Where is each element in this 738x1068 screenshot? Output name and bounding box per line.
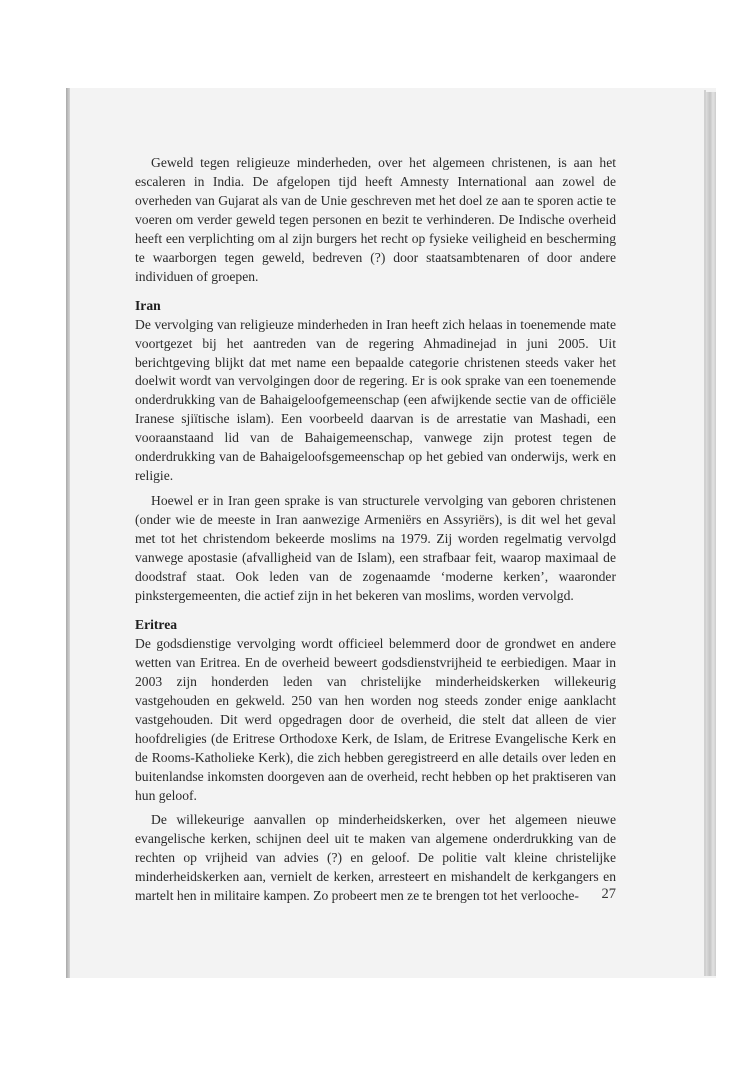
page-text-block [135, 154, 616, 906]
intro-paragraph: Geweld tegen religieuze minderheden, over het algemeen christenen, is aan het escaleren in India. De afgelopen tijd heeft Amnesty International aan zowel de overheden van Gujarat als van de Unie geschreven met het doel ze aan te sporen actie te voeren om verder geweld tegen personen en bezit te verhinderen. De Indische overheid heeft een verplichting om al zijn burgers het recht op fysieke veiligheid en bescherming te waarborgen tegen geweld, bedreven (?) door staatsambtenaren of door andere individuen of groepen. [135, 155, 616, 284]
eritrea-paragraph-2: De willekeurige aanvallen op minderheidskerken, over het algemeen nieuwe evangelische kerken, schijnen deel uit te maken van algemene onderdrukking van de rechten op vrijheid van advies (?) en geloof. De politie valt kleine christelijke minderheidskerken aan, vernielt de kerken, arresteert en mishandelt de kerkgangers en martelt hen in militaire kampen. Zo probeert men ze te brengen tot het verlooche- [135, 812, 616, 904]
book-spine-shadow [66, 88, 70, 978]
eritrea-paragraph-1: De godsdienstige vervolging wordt officieel belemmerd door de grondwet en andere wetten van Eritrea. En de overheid beweert godsdienstvrijheid te eerbiedigen. Maar in 2003 zijn honderden leden van christelijke minderheidskerken willekeurig vastgehouden en gekweld. 250 van hen worden nog steeds zonder enige aanklacht vastgehouden. Dit werd opgedragen door de overheid, die stelt dat alleen de vier hoofdreligies (de Eritrese Orthodoxe Kerk, de Islam, de Eritrese Evangelische Kerk en de Rooms-Katholieke Kerk), die zich hebben geregistreerd en alle details over leden en buitenlandse inkomsten doorgeven aan de overheid, recht hebben op het praktiseren van hun geloof. [135, 635, 616, 803]
section-spacer [135, 287, 616, 297]
stacked-page-edges [706, 92, 716, 976]
iran-paragraph-1: De vervolging van religieuze minderheden in Iran heeft zich helaas in toenemende mate voortgezet bij het aantreden van de regering Ahmadinejad in juni 2005. Uit berichtgeving blijkt dat met name een bepaalde categorie christenen steeds vaker het doelwit wordt van vervolgingen door de regering. Er is ook sprake van een toenemende onderdrukking van de Bahaigeloofgemeenschap (een afwijkende sectie van de officiële Iranese sjiïtische islam). Een voorbeeld daarvan is de arrestatie van Mashadi, een vooraanstaand lid van de Bahaigemeenschap, vanwege zijn protest tegen de onderdrukking van de Bahaigeloofsgemeenschap op het gebied van onderwijs, werk en religie. [135, 316, 616, 484]
page-number: 27 [601, 886, 616, 902]
iran-paragraph-2: Hoewel er in Iran geen sprake is van structurele vervolging van geboren christenen (onder wie de meeste in Iran aanwezige Armeniërs en Assyriërs), is dit wel het geval met tot het christendom bekeerde moslims na 1979. Zij worden regelmatig vervolgd vanwege apostasie (afvalligheid van de Islam), een strafbaar feit, waarop maximaal de doodstraf staat. Ook leden van de zogenaamde ‘moderne kerken’, waaronder pinkstergemeenten, die actief zijn in het bekeren van moslims, worden vervolgd. [135, 493, 616, 603]
section-heading-eritrea: Eritrea [135, 616, 178, 632]
section-heading-iran: Iran [135, 297, 161, 313]
section-spacer [135, 606, 616, 616]
